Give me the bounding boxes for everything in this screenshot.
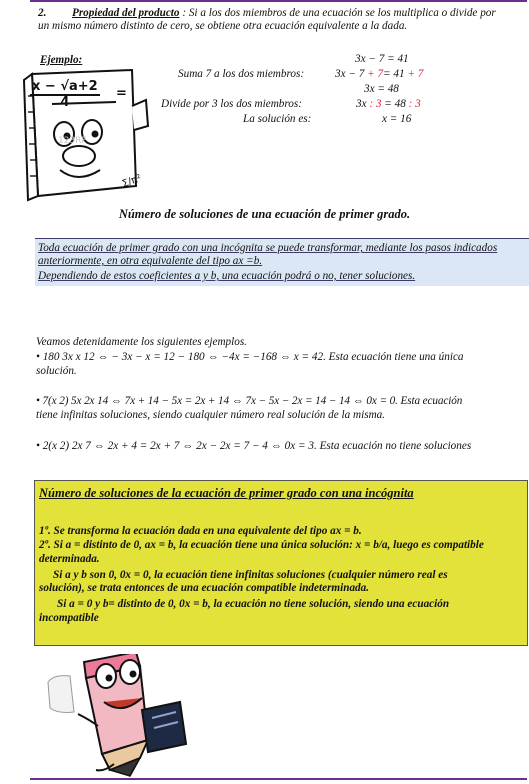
equation-line-2 [335, 68, 423, 81]
property-number: 2. [38, 7, 47, 19]
example-2-line-2: tiene infinitas soluciones, siendo cualquier número real solución de la misma. [36, 409, 386, 421]
formula-denominator: 4 [60, 95, 70, 110]
bottom-rule [30, 778, 527, 780]
summary-line-1: 1º. Se transforma la ecuación dada en una equivalente del tipo ax = b. [39, 525, 362, 537]
definition-line-3: Dependiendo de estos coeficientes a y b, una ecuación podrá o no, tener soluciones. [38, 270, 416, 282]
summary-line-6: Si a = 0 y b= distinto de 0, 0x = b, la ecuación no tiene solución, siendo una ecuación [57, 598, 450, 610]
illustration-formula [30, 80, 100, 110]
definition-line-2: anteriormente, en otra equivalente del tipo ax =b. [38, 255, 263, 267]
book-character-illustration [12, 66, 162, 206]
summary-line-2: 2º. Si a = distinto de 0, ax = b, la ecuación tiene una única solución: x = b/a, luego es compatible [39, 539, 484, 551]
example-3-line-1: • 2(x 2) 2x 7 ⇔ 2x + 4 = 2x + 7 ⇔ 2x − 2x = 7 − 4 ⇔ 0x = 3. Esta ecuación no tiene soluciones [36, 440, 472, 452]
step2-label: Divide por 3 los dos miembros: [161, 98, 302, 110]
example-1-line-2: solución. [36, 365, 77, 377]
eq4-part-b: : 3 [369, 98, 382, 110]
eq4-part-c: = 48 [381, 98, 409, 110]
corner-formula: Σ/π² [120, 172, 144, 191]
definition-box [35, 238, 529, 286]
property-text-1: : Si a los dos miembros de una ecuación se los multiplica o divide por [179, 7, 496, 19]
summary-line-7: incompatible [39, 612, 99, 624]
property-text-2: un mismo número distinto de cero, se obtiene otra ecuación equivalente a la dada. [38, 20, 408, 33]
equation-line-3: 3x = 48 [364, 83, 399, 95]
pencil-character-drawing [44, 654, 194, 779]
equation-line-5: x = 16 [382, 113, 412, 125]
summary-line-5: solución), se trata entonces de una ecuación compatible indeterminada. [39, 582, 370, 594]
eq4-part-d: : 3 [408, 98, 421, 110]
summary-line-4: Si a y b son 0, 0x = 0, la ecuación tiene infinitas soluciones (cualquier número real es [53, 569, 448, 581]
equation-line-1: 3x − 7 = 41 [355, 53, 409, 65]
step1-label: Suma 7 a los dos miembros: [178, 68, 305, 80]
eq2-part-c: = 41 [383, 68, 408, 80]
eq2-part-d: + 7 [407, 68, 424, 80]
property-paragraph [38, 7, 528, 33]
equation-line-4 [356, 98, 421, 111]
eq2-part-a: 3x − 7 [335, 68, 368, 80]
watermark-text: 123RF [58, 136, 87, 146]
solution-label: La solución es: [243, 113, 312, 125]
summary-line-3: determinada. [39, 553, 100, 565]
formula-equals: = [116, 86, 127, 101]
definition-line-1: Toda ecuación de primer grado con una incógnita se puede transformar, mediante los pasos indicados [38, 242, 498, 254]
property-title: Propiedad del producto [71, 7, 180, 19]
eq4-part-a: 3x [356, 98, 370, 110]
example-2-line-1: • 7(x 2) 5x 2x 14 ⇔ 7x + 14 − 5x = 2x + 14 ⇔ 7x − 5x − 2x = 14 − 14 ⇔ 0x = 0. Esta ecuación [36, 395, 463, 407]
formula-numerator: x − √a+2 [32, 79, 98, 94]
example-label: Ejemplo: [40, 54, 83, 66]
examples-intro: Veamos detenidamente los siguientes ejemplos. [36, 336, 247, 348]
summary-box [34, 480, 528, 646]
top-rule [30, 0, 527, 2]
example-1-line-1: • 180 3x x 12 ⇔ − 3x − x = 12 − 180 ⇔ −4x = −168 ⇔ x = 42. Esta ecuación tiene una única [36, 351, 464, 363]
section-title: Número de soluciones de una ecuación de primer grado. [118, 207, 411, 221]
pencil-character-illustration [44, 654, 194, 779]
eq2-part-b: + 7 [367, 68, 384, 80]
summary-title: Número de soluciones de la ecuación de primer grado con una incógnita [39, 486, 414, 500]
